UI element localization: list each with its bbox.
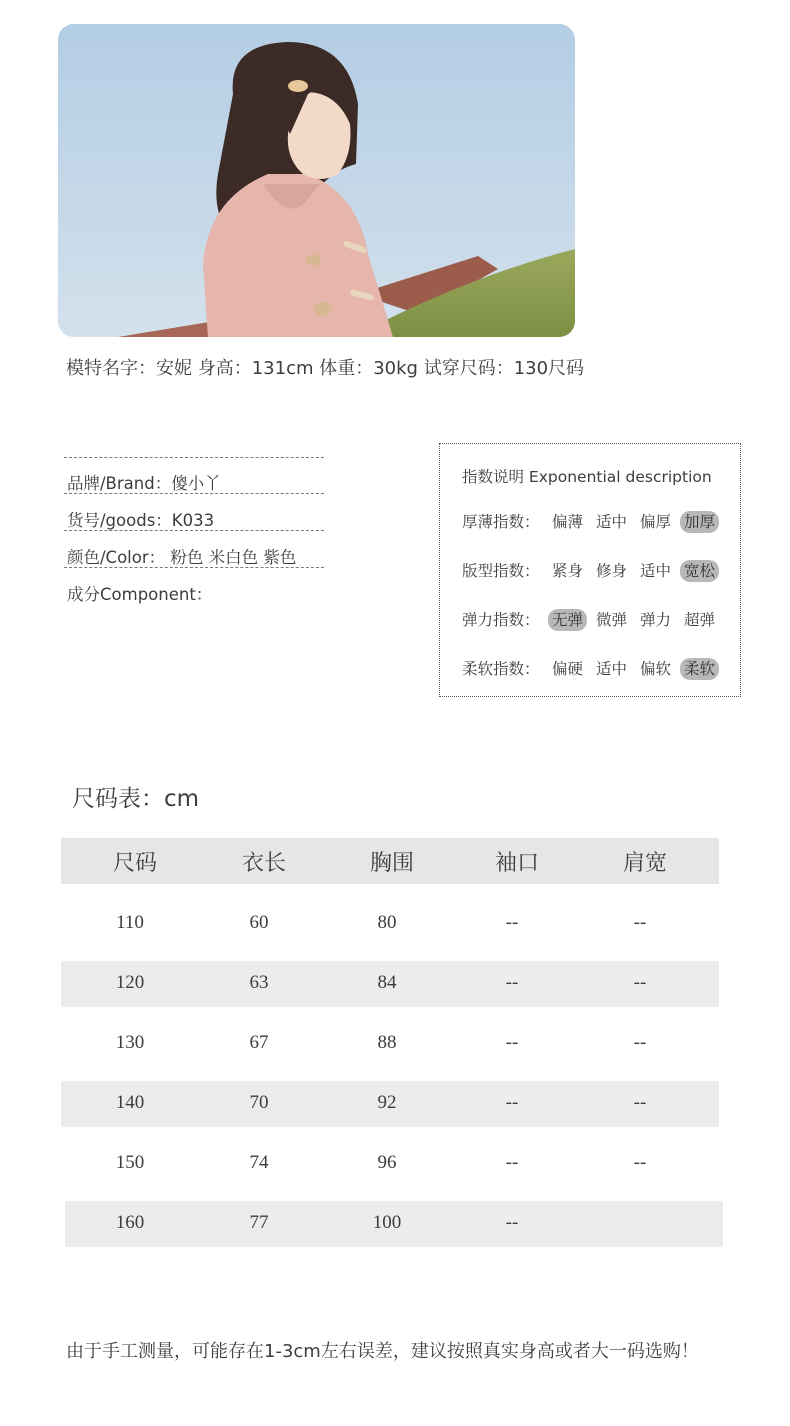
index-option-selected: 宽松 <box>680 560 719 582</box>
table-cell: 96 <box>377 1152 397 1173</box>
table-cell: -- <box>633 1032 647 1053</box>
table-cell: -- <box>633 912 647 933</box>
index-option: 弹力 <box>640 611 672 629</box>
table-cell: -- <box>505 1212 519 1233</box>
index-row <box>462 657 724 681</box>
table-cell: 74 <box>249 1152 269 1173</box>
table-cell: 70 <box>249 1092 269 1113</box>
index-row <box>462 559 724 583</box>
size-table-title: 尺码表：cm <box>72 786 200 812</box>
table-cell: 77 <box>249 1212 269 1233</box>
table-cell: -- <box>633 1092 647 1113</box>
table-cell: -- <box>633 1152 647 1173</box>
table-cell: 120 <box>115 972 145 993</box>
index-label: 弹力指数： <box>462 611 540 629</box>
index-label: 厚薄指数： <box>462 513 540 531</box>
table-header-cell: 尺码 <box>112 851 157 876</box>
model-photo <box>58 24 575 337</box>
goods-text: 货号/goods：K033 <box>67 511 215 530</box>
index-option: 偏厚 <box>640 513 672 531</box>
index-option-selected: 无弹 <box>548 609 587 631</box>
index-option: 适中 <box>640 562 672 580</box>
table-cell: 67 <box>249 1032 269 1053</box>
table-cell: -- <box>505 1152 519 1173</box>
index-option: 适中 <box>596 513 628 531</box>
divider <box>64 457 324 458</box>
table-header-cell: 衣长 <box>241 851 286 876</box>
index-option: 偏软 <box>640 660 672 678</box>
divider <box>64 493 324 494</box>
index-option: 偏薄 <box>552 513 584 531</box>
index-label: 版型指数： <box>462 562 540 580</box>
table-cell: -- <box>505 912 519 933</box>
index-option: 紧身 <box>552 562 584 580</box>
brand-text: 品牌/Brand：傻小丫 <box>67 474 221 493</box>
table-cell: 150 <box>115 1152 145 1173</box>
table-cell: 92 <box>377 1092 397 1113</box>
table-cell: -- <box>505 1032 519 1053</box>
table-cell: 63 <box>249 972 269 993</box>
index-label: 柔软指数： <box>462 660 540 678</box>
divider <box>64 567 324 568</box>
table-cell: 160 <box>115 1212 145 1233</box>
table-cell: -- <box>633 972 647 993</box>
component-text: 成分Component： <box>67 585 213 604</box>
index-option: 修身 <box>596 562 628 580</box>
index-option: 超弹 <box>684 611 716 629</box>
table-cell: 100 <box>372 1212 402 1233</box>
table-header-cell: 胸围 <box>369 851 414 876</box>
table-cell: -- <box>505 972 519 993</box>
index-option: 偏硬 <box>552 660 584 678</box>
index-title: 指数说明 Exponential description <box>462 468 712 486</box>
footer-note: 由于手工测量，可能存在1-3cm左右误差，建议按照真实身高或者大一码选购！ <box>66 1341 699 1362</box>
index-option: 微弹 <box>596 611 628 629</box>
color-text: 颜色/Color： 粉色 米白色 紫色 <box>67 548 297 567</box>
table-cell: -- <box>505 1092 519 1113</box>
table-cell: 140 <box>115 1092 145 1113</box>
index-description-box <box>439 443 741 697</box>
index-option: 适中 <box>596 660 628 678</box>
divider <box>64 530 324 531</box>
index-row <box>462 608 724 632</box>
table-header-cell: 袖口 <box>494 851 539 876</box>
model-info: 模特名字：安妮 身高：131cm 体重：30kg 试穿尺码：130尺码 <box>66 358 585 379</box>
table-cell: 88 <box>377 1032 397 1053</box>
index-option-selected: 加厚 <box>680 511 719 533</box>
table-cell: 80 <box>377 912 397 933</box>
table-header-cell: 肩宽 <box>622 851 667 876</box>
table-cell: 110 <box>116 912 144 933</box>
table-cell: 84 <box>377 972 397 993</box>
index-row <box>462 510 724 534</box>
table-cell: 130 <box>115 1032 145 1053</box>
model-photo-illustration <box>58 24 575 337</box>
table-cell: 60 <box>249 912 269 933</box>
index-option-selected: 柔软 <box>680 658 719 680</box>
